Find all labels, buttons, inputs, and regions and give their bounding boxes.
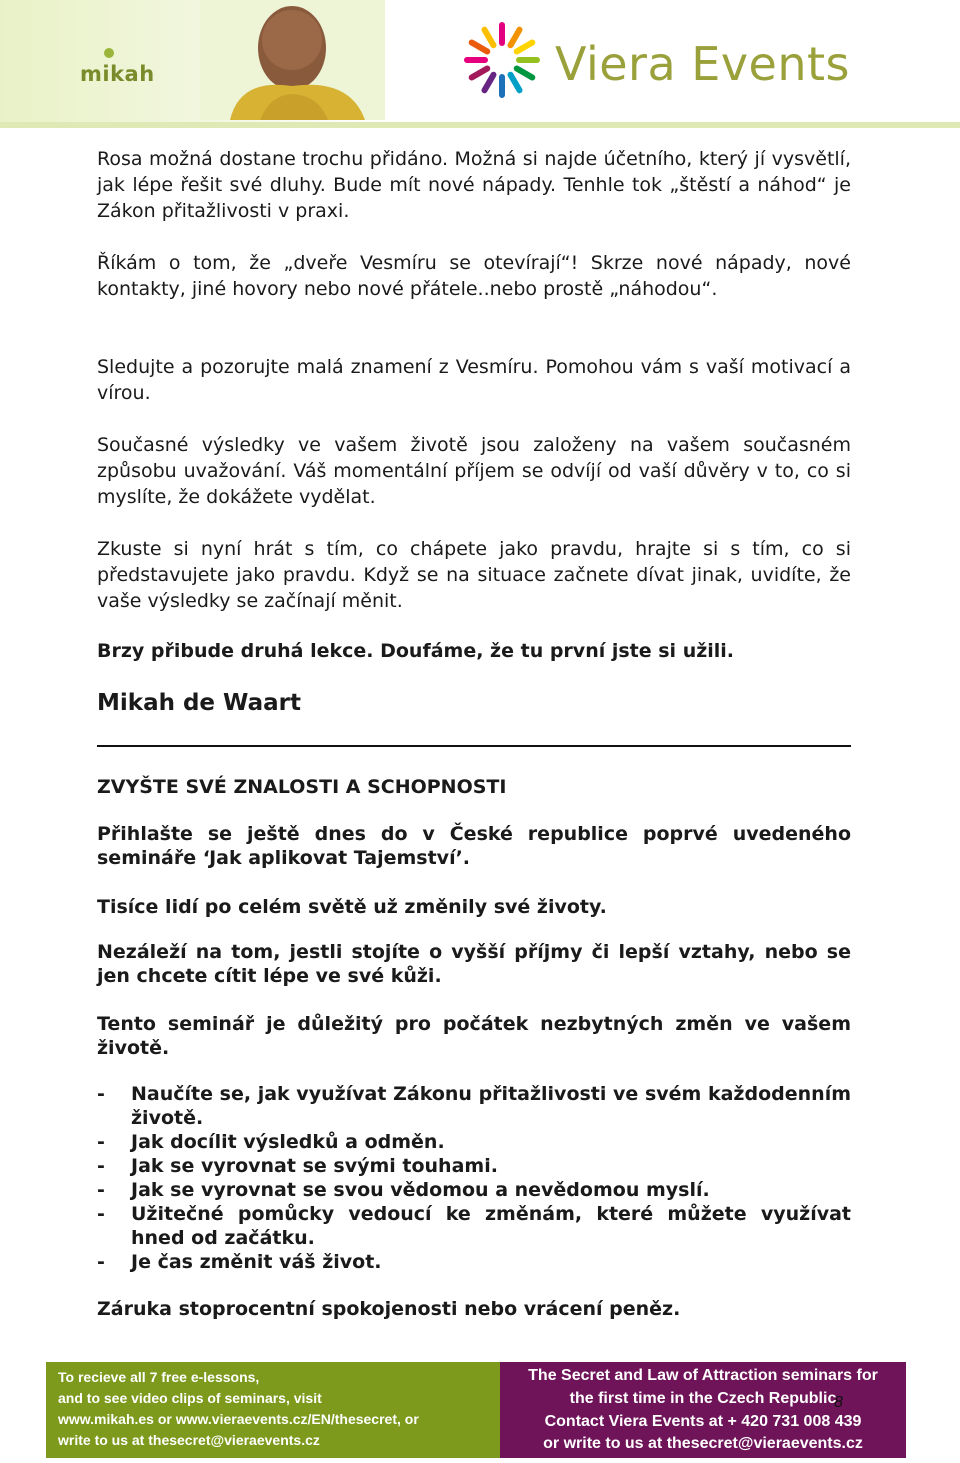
header-banner [0, 0, 960, 128]
footer-right-panel [500, 1362, 906, 1458]
paragraph-3: Sledujte a pozorujte malá znamení z Vesmíru. Pomohou vám s vaší motivací a vírou. [97, 356, 851, 404]
list-item: - Jak se vyrovnat se svou vědomou a nevědomou myslí. [97, 1179, 710, 1201]
list-item: - Jak se vyrovnat se svými touhami. [97, 1155, 498, 1177]
footer-left-line[interactable]: write to us at thesecret@vieraevents.cz [58, 1432, 320, 1448]
ad-paragraph-3: Nezáleží na tom, jestli stojíte o vyšší příjmy či lepší vztahy, nebo se jen chcete cítit lépe ve své kůži. [97, 941, 851, 987]
paragraph-5: Zkuste si nyní hrát s tím, co chápete jako pravdu, hrajte si s tím, co si představujete jako pravdu. Když se na situace začnete dívat jinak, uvidíte, že vaše výsledky se začínají měnit. [97, 538, 851, 612]
footer-banner [46, 1362, 906, 1458]
guarantee-text: Záruka stoprocentní spokojenosti nebo vrácení peněz. [97, 1298, 681, 1320]
list-item: - Je čas změnit váš život. [97, 1251, 382, 1273]
paragraph-6: Brzy přibude druhá lekce. Doufáme, že tu první jste si užili. [97, 640, 735, 662]
paragraph-2: Říkám o tom, že „dveře Vesmíru se otevírají“! Skrze nové nápady, nové kontakty, jiné hovory nebo nové přátele..nebo prostě „náhodou“. [97, 252, 851, 300]
list-item: - Naučíte se, jak využívat Zákonu přitažlivosti ve svém každodenním životě. [97, 1083, 851, 1129]
footer-right-line: the first time in the Czech Republic [569, 1390, 837, 1407]
mikah-logo-dot [104, 48, 114, 58]
footer-right-line: The Secret and Law of Attraction seminars for [528, 1367, 878, 1384]
footer-left-panel [46, 1362, 500, 1458]
footer-left-line[interactable]: www.mikah.es or www.vieraevents.cz/EN/thesecret, or [58, 1411, 419, 1427]
footer-left-line: To recieve all 7 free e-lessons, [58, 1369, 260, 1385]
ad-paragraph-2: Tisíce lidí po celém světě už změnily své životy. [97, 896, 607, 918]
brand-title: Viera Events [555, 37, 851, 91]
author-signature: Mikah de Waart [97, 690, 301, 716]
ad-heading: ZVYŠTE SVÉ ZNALOSTI A SCHOPNOSTI [97, 776, 507, 798]
header-rule [0, 122, 960, 128]
footer-right-line[interactable]: or write to us at thesecret@vieraevents.cz [543, 1435, 863, 1452]
paragraph-4: Současné výsledky ve vašem životě jsou založeny na vašem současném způsobu uvažování. Váš momentální příjem se odvíjí od vaší důvěry v to, co si myslíte, že dokážete vydělat. [97, 434, 851, 508]
footer-right-line: Contact Viera Events at + 420 731 008 439 [544, 1413, 862, 1430]
ad-benefits-list [67, 1082, 851, 1274]
star-burst-icon [460, 18, 544, 102]
footer-left-line: and to see video clips of seminars, visit [58, 1390, 322, 1406]
list-item: - Jak docílit výsledků a odměn. [97, 1131, 445, 1153]
divider [97, 745, 851, 747]
ad-paragraph-1: Přihlašte se ještě dnes do v České republice poprvé uvedeného semináře ‘Jak aplikovat Tajemství’. [97, 823, 851, 869]
portrait-photo [200, 0, 385, 120]
list-item: - Užitečné pomůcky vedoucí ke změnám, které můžete využívat hned od začátku. [97, 1203, 851, 1249]
ad-paragraph-4: Tento seminář je důležitý pro počátek nezbytných změn ve vašem životě. [97, 1013, 851, 1059]
page-number: 8 [834, 1394, 843, 1411]
paragraph-1: Rosa možná dostane trochu přidáno. Možná si najde účetního, který jí vysvětlí, jak lépe řešit své dluhy. Bude mít nové nápady. Tenhle tok „štěstí a náhod“ je Zákon přitažlivosti v praxi. [97, 148, 851, 222]
mikah-logo: mikah [80, 62, 155, 86]
